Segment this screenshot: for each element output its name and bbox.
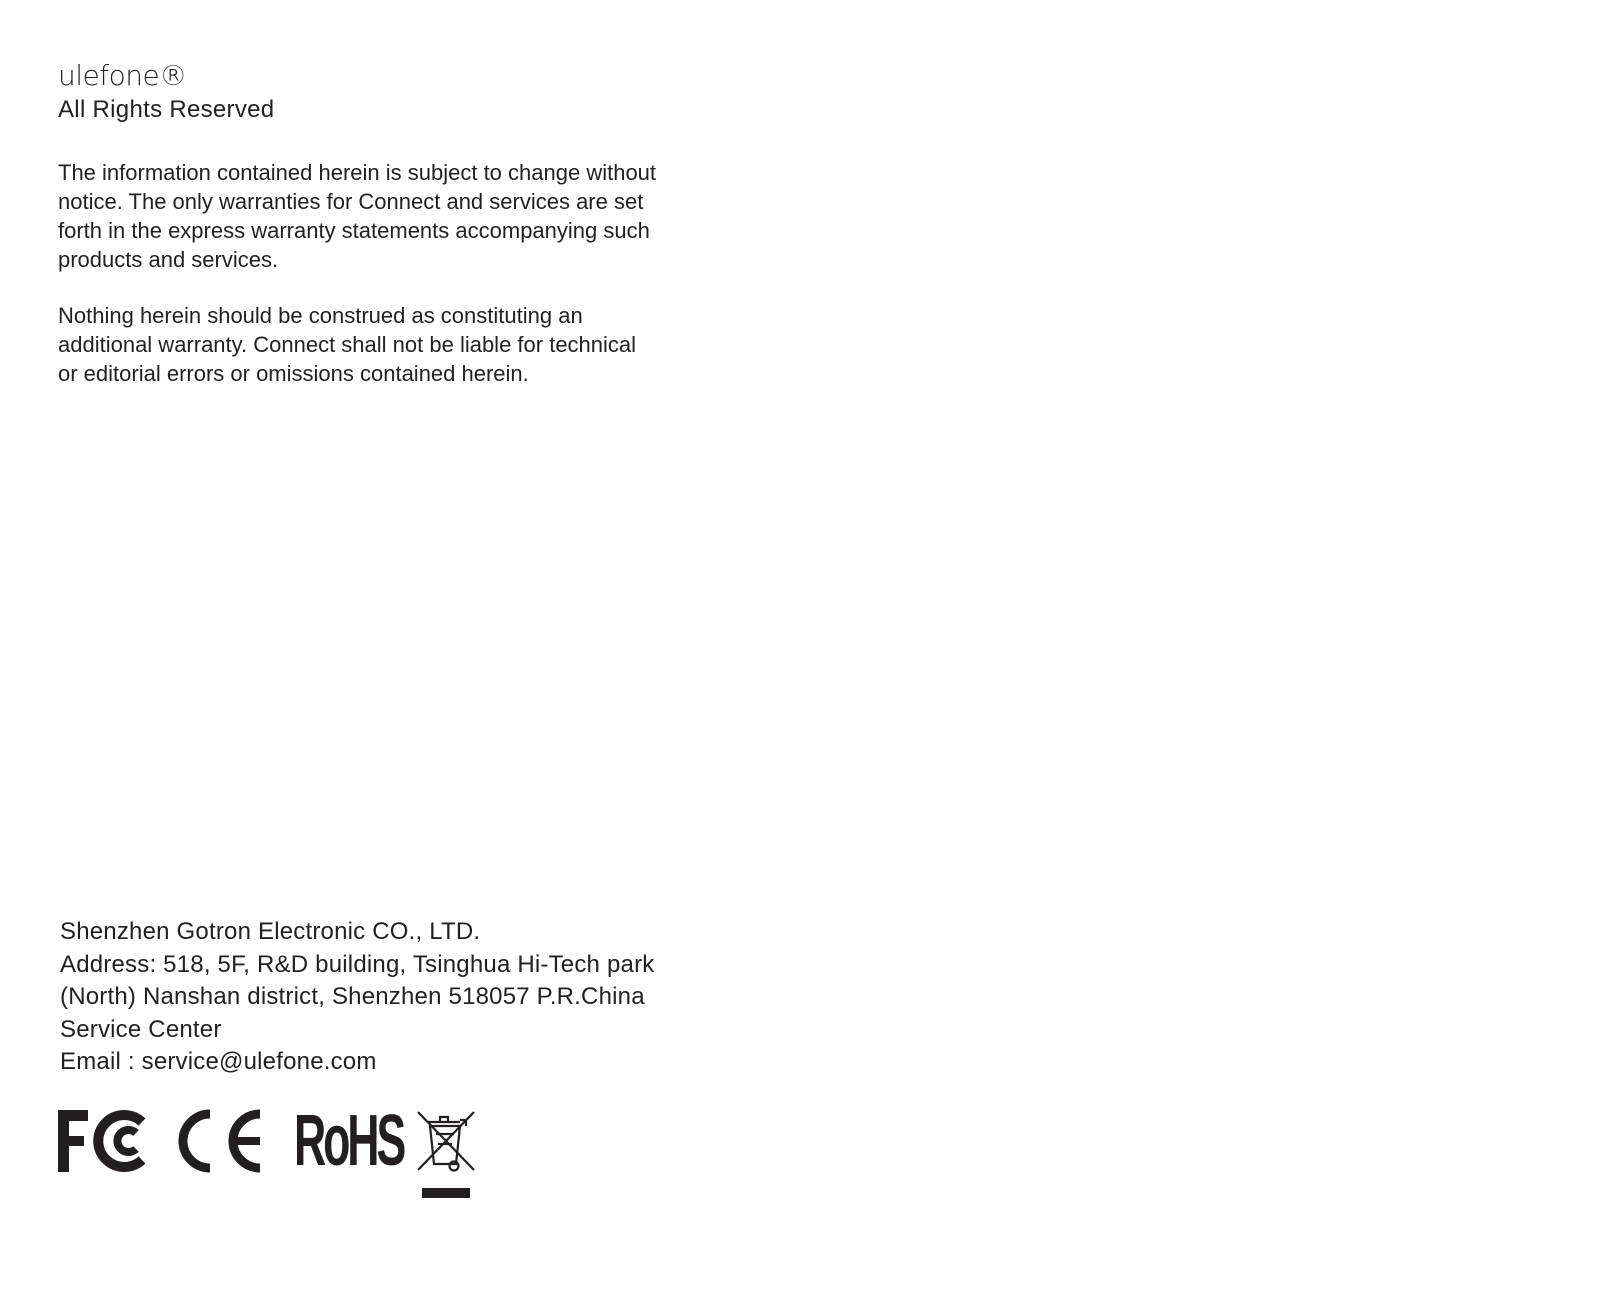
- fcc-logo: [58, 1108, 148, 1174]
- disclaimer-line: forth in the express warranty statements accompanying such: [58, 218, 650, 243]
- company-info: [60, 916, 654, 1079]
- disclaimer-line: notice. The only warranties for Connect and services are set: [58, 189, 644, 214]
- disclaimer-paragraph-2: [58, 301, 758, 388]
- disclaimer-paragraph-1: [58, 158, 758, 274]
- company-name: Shenzhen Gotron Electronic CO., LTD.: [60, 918, 481, 945]
- disclaimer-line: products and services.: [58, 247, 279, 272]
- rohs-mark: RoHS: [294, 1101, 404, 1181]
- disclaimer-line: additional warranty. Connect shall not be liable for technical: [58, 332, 637, 357]
- crossed-out-wheelie-bin-icon: [414, 1108, 478, 1200]
- company-address-line-1: Address: 518, 5F, R&D building, Tsinghua Hi-Tech park: [60, 950, 655, 978]
- brand-name: ulefone®: [58, 59, 187, 92]
- disclaimer-line: The information contained herein is subject to change without: [58, 160, 657, 185]
- disclaimer-line: Nothing herein should be construed as constituting an: [58, 303, 583, 328]
- company-address-line-2: (North) Nanshan district, Shenzhen 518057 P.R.China: [60, 983, 645, 1010]
- disclaimer-line: or editorial errors or omissions contained herein.: [58, 361, 529, 386]
- service-email: Email : service@ulefone.com: [60, 1048, 377, 1075]
- service-center-label: Service Center: [60, 1015, 222, 1043]
- rights-statement: All Rights Reserved: [58, 96, 275, 123]
- ce-mark: [174, 1108, 266, 1174]
